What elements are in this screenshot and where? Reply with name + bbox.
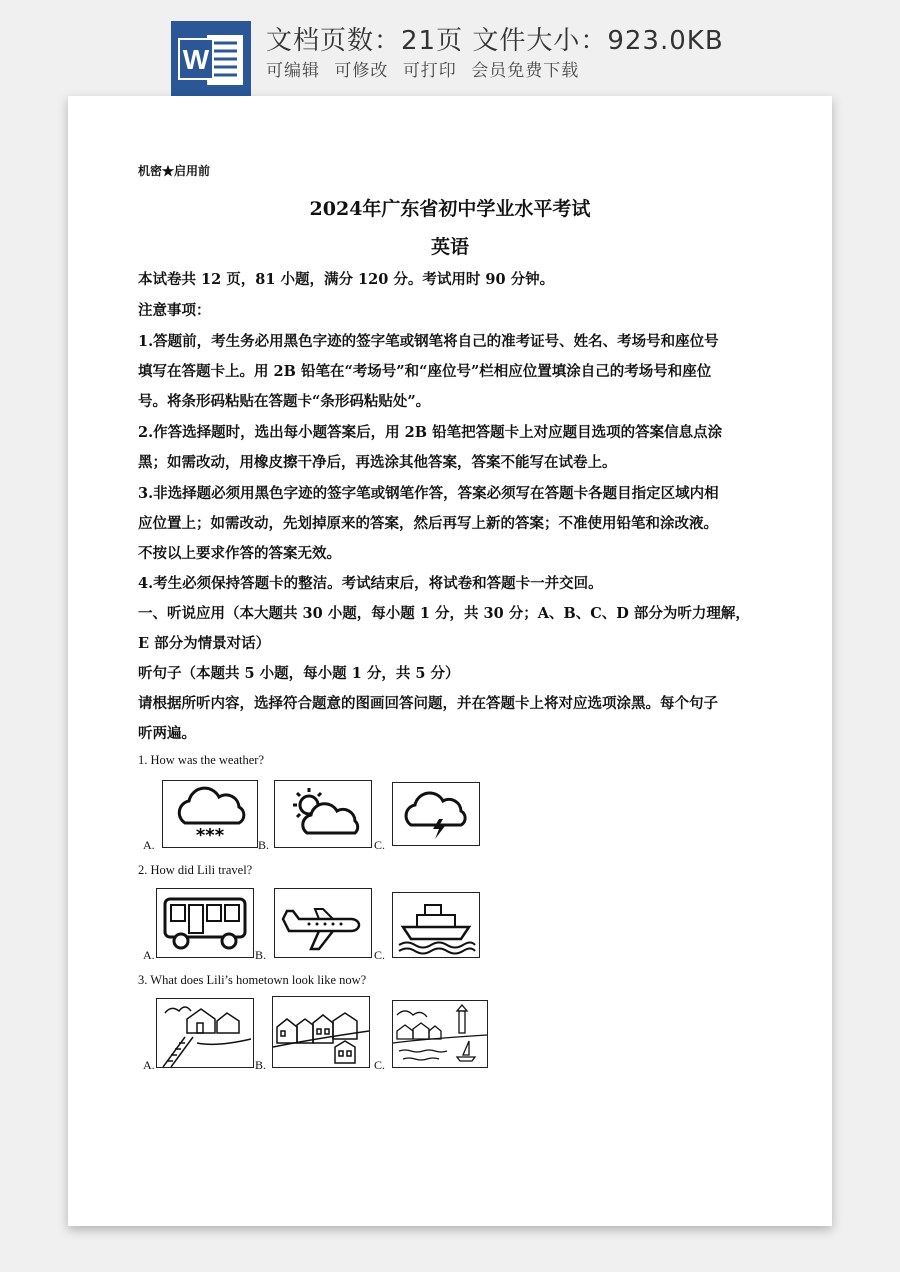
instruction-line: 应位置上；如需改动，先划掉原来的答案，然后再写上新的答案；不准使用铅笔和涂改液。 (138, 515, 718, 532)
instruction-line: 不按以上要求作答的答案无效。 (138, 545, 341, 562)
notes-heading: 注意事项： (138, 302, 211, 319)
sun-cloud-icon (274, 780, 372, 848)
feature-editable: 可编辑 (266, 61, 320, 81)
town-picture (272, 996, 370, 1068)
svg-text:W: W (182, 44, 210, 75)
snow-cloud-icon (162, 780, 258, 848)
option-b: B. (255, 948, 267, 962)
airplane-icon (274, 888, 372, 958)
village-picture (156, 998, 254, 1068)
instruction-line: 2.作答选择题时，选出每小题答案后，用 2B 铅笔把答题卡上对应题目选项的答案信息点涂 (138, 424, 723, 441)
feature-modifiable: 可修改 (334, 61, 389, 81)
option-c: C. (374, 1058, 386, 1072)
question-2: 2. How did Lili travel? (138, 863, 253, 877)
option-a: A. (143, 1058, 155, 1072)
section-heading: 一、听说应用（本大题共 30 小题，每小题 1 分，共 30 分；A、B、C、D 部分为听力理解， (138, 605, 750, 622)
confidential-label: 机密★启用前 (138, 164, 211, 178)
instruction-line: 号。将条形码粘贴在答题卡“条形码粘贴处”。 (138, 393, 431, 410)
part-heading: 听句子（本题共 5 小题，每小题 1 分，共 5 分） (138, 665, 460, 682)
exam-title: 2024年广东省初中学业水平考试 (309, 198, 591, 220)
word-document-icon (171, 21, 251, 97)
option-c: C. (374, 948, 386, 962)
subject-title: 英语 (430, 236, 469, 258)
exam-intro: 本试卷共 12 页，81 小题，满分 120 分。考试用时 90 分钟。 (138, 271, 555, 288)
ship-icon (392, 892, 480, 958)
part-instruction: 请根据所听内容，选择符合题意的图画回答问题，并在答题卡上将对应选项涂黑。每个句子 (138, 695, 718, 712)
file-info: 文档页数：21页 文件大小：923.0KB (266, 26, 724, 56)
instruction-line: 1.答题前，考生务必用黑色字迹的签字笔或钢笔将自己的准考证号、姓名、考场号和座位号 (138, 333, 719, 350)
part-instruction: 听两遍。 (138, 725, 196, 742)
option-b: B. (258, 838, 270, 852)
document-info-banner (0, 0, 900, 96)
bus-icon (156, 888, 254, 958)
option-a: A. (143, 838, 155, 852)
thunder-cloud-icon (392, 782, 480, 846)
question-3: 3. What does Lili’s hometown look like now? (138, 973, 367, 987)
question-1: 1. How was the weather? (138, 753, 264, 767)
instruction-line: 3.非选择题必须用黑色字迹的签字笔或钢笔作答，答案必须写在答题卡各题目指定区域内相 (138, 485, 719, 502)
seaside-town-picture (392, 1000, 488, 1068)
option-b: B. (255, 1058, 267, 1072)
instruction-line: 4.考生必须保持答题卡的整洁。考试结束后，将试卷和答题卡一并交回。 (138, 575, 603, 592)
document-page (68, 96, 832, 1226)
instruction-line: 黑；如需改动，用橡皮擦干净后，再选涂其他答案，答案不能写在试卷上。 (138, 454, 617, 471)
feature-printable: 可打印 (402, 61, 457, 81)
svg-text:***: *** (195, 825, 225, 846)
feature-list (266, 56, 587, 81)
instruction-line: 填写在答题卡上。用 2B 铅笔在“考场号”和“座位号”栏相应位置填涂自己的考场号和座位 (138, 363, 712, 380)
option-a: A. (143, 948, 155, 962)
option-c: C. (374, 838, 386, 852)
section-heading: E 部分为情景对话） (138, 635, 271, 652)
feature-member-download: 会员免费下载 (471, 61, 580, 81)
